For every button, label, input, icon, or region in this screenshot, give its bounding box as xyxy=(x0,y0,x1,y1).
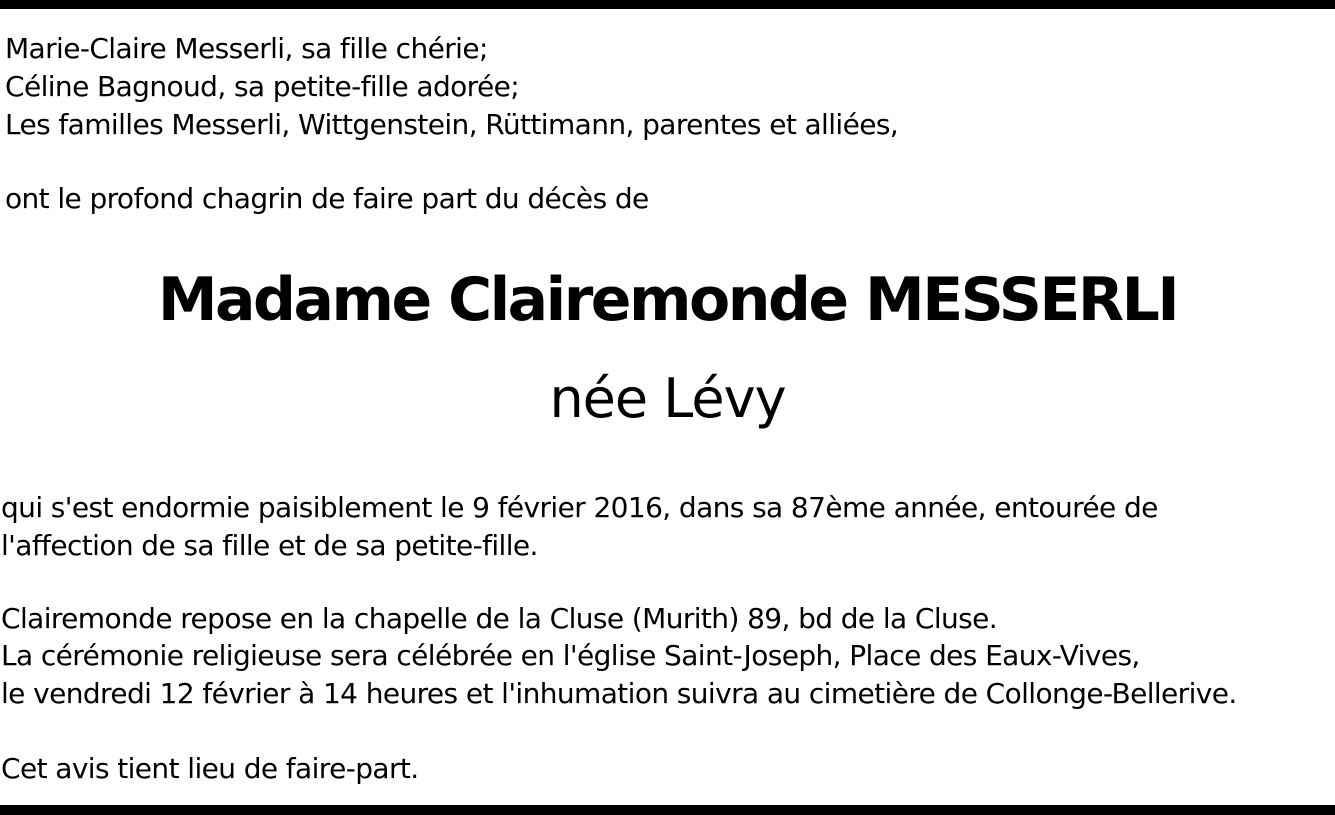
deceased-maiden-name: née Lévy xyxy=(549,367,786,430)
announcement-intro: ont le profond chagrin de faire part du décès de xyxy=(5,182,649,215)
family-line-daughter: Marie-Claire Messerli, sa fille chérie; xyxy=(5,32,488,65)
closing-notice: Cet avis tient lieu de faire-part. xyxy=(1,752,419,785)
arrangements-line-chapel: Clairemonde repose en la chapelle de la Cluse (Murith) 89, bd de la Cluse. xyxy=(1,602,998,635)
arrangements-line-burial: le vendredi 12 février à 14 heures et l'inhumation suivra au cimetière de Collonge-Bellerive. xyxy=(1,677,1237,710)
passing-line-2: l'affection de sa fille et de sa petite-fille. xyxy=(1,529,538,562)
top-border-rule xyxy=(0,0,1335,9)
family-line-granddaughter: Céline Bagnoud, sa petite-fille adorée; xyxy=(5,70,520,103)
deceased-name: Madame Clairemonde MESSERLI xyxy=(157,265,1178,335)
bottom-border-rule xyxy=(0,805,1335,815)
family-line-relatives: Les familles Messerli, Wittgenstein, Rüttimann, parentes et alliées, xyxy=(5,108,899,141)
arrangements-line-ceremony: La cérémonie religieuse sera célébrée en l'église Saint-Joseph, Place des Eaux-Vives, xyxy=(1,639,1140,672)
passing-line-1: qui s'est endormie paisiblement le 9 février 2016, dans sa 87ème année, entourée de xyxy=(1,491,1158,524)
